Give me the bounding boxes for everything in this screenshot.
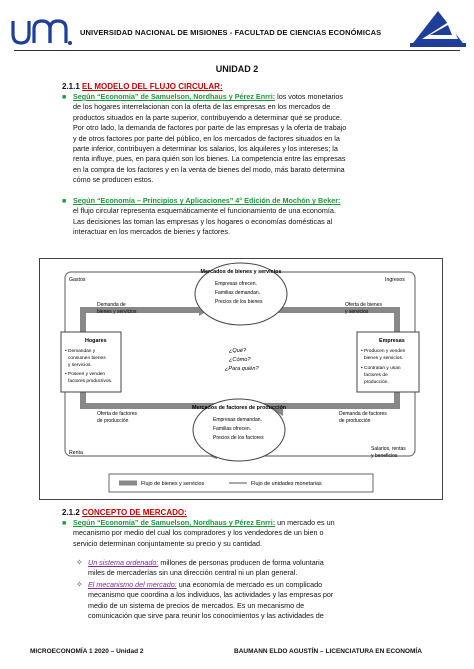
svg-text:Oferta de factores: Oferta de factores: [97, 411, 138, 417]
legend-money-label: Flujo de unidades monetarias: [251, 481, 322, 487]
paragraph-samuelson-mercado: Según “Economía” de Samuelson, Nordhaus y Pérez Enrri: un mercado es un mecanismo por medio del cual los compradores y los vendedores de un bien o servicio determinan conjuntamente su precio y su cantidad.: [73, 518, 335, 548]
institution-name: UNIVERSIDAD NACIONAL DE MISIONES - FACULTAD DE CIENCIAS ECONÓMICAS: [80, 28, 382, 37]
svg-text:Familias ofrecen.: Familias ofrecen.: [213, 426, 252, 432]
svg-text:Empresas demandan.: Empresas demandan.: [213, 417, 262, 423]
section-heading-concepto-mercado: [62, 508, 187, 517]
section-number: 2.1.1: [62, 82, 80, 91]
svg-text:factores productivos.: factores productivos.: [68, 379, 113, 384]
paragraph-samuelson-flujo: Según “Economía” de Samuelson, Nordhaus y Pérez Enrri: los votos monetarios: [73, 92, 344, 101]
households-title: Hogares: [85, 338, 107, 344]
svg-text:y beneficios: y beneficios: [371, 453, 398, 459]
paragraph-sistema-ordenado: Un sistema ordenado: millones de personas producen de forma voluntaria miles de mercaderías sin una dirección central ni un plan general.: [88, 558, 324, 578]
section-heading-flujo-circular: [62, 82, 223, 91]
header-divider: [14, 50, 460, 51]
term: Un sistema ordenado:: [88, 558, 159, 567]
svg-text:¿Cómo?: ¿Cómo?: [229, 357, 251, 363]
unam-logo-icon: [10, 17, 74, 47]
paragraph-lines: de los hogares interrelacionan con la oferta de las empresas en los mercados de productos situados en la parte superior, contribuyendo a determinar qué se produce. Por otro lado, la demanda de factores por parte de las empresas y la oferta de trabajo y de otros factores por parte del público, en los mercados de factores situados en la parte inferior, contribuyen a determinar los salarios, los alquileres y los intereses; la renta influye, pues, en para quién son los bienes. La competencia entre las empresas en la compra de los factores y en la venta de bienes del modo, más barato determina cómo se producen estos.: [73, 102, 347, 185]
svg-text:y servicios: y servicios: [345, 309, 369, 315]
svg-text:Precios de los factores: Precios de los factores: [213, 435, 264, 441]
svg-text:bienes y servicios: bienes y servicios: [97, 309, 137, 315]
star-bullet-icon: ✧: [76, 558, 83, 567]
footer-right: BAUMANN ELDO AGUSTÍN – LICENCIATURA EN ECONOMÍA: [234, 648, 422, 655]
svg-text:Ingresos: Ingresos: [385, 277, 405, 283]
svg-text:• Contratan y usan: • Contratan y usan: [361, 366, 401, 371]
section-title: CONCEPTO DE MERCADO:: [82, 508, 187, 517]
svg-text:consumen bienes: consumen bienes: [68, 356, 106, 361]
svg-text:de producción: de producción: [97, 418, 129, 424]
section-title: EL MODELO DEL FLUJO CIRCULAR:: [82, 82, 223, 91]
svg-text:bienes y servicios.: bienes y servicios.: [364, 356, 404, 361]
svg-text:• Demandan y: • Demandan y: [65, 349, 96, 354]
svg-text:Salarios, rentas: Salarios, rentas: [371, 446, 406, 452]
svg-text:factores de: factores de: [364, 373, 388, 378]
star-bullet-icon: ✧: [76, 580, 83, 589]
factors-market-title: Mercados de factores de producción: [191, 405, 287, 411]
svg-text:y servicios.: y servicios.: [68, 363, 92, 368]
faculty-logo-icon: [408, 9, 468, 49]
page-header: [0, 0, 474, 62]
paragraph-mochon-flujo: Según “Economía – Principios y Aplicaciones” 4° Edición de Mochón y Beker: el flujo circular representa esquemáticamente el funcionamiento de una economía. Las decisiones las toman las empresas y los hogares o economías domésticas al interactuar en los mercados de bienes y factores.: [73, 196, 434, 238]
svg-text:Demanda de factores: Demanda de factores: [339, 411, 387, 417]
goods-market-title: Mercados de bienes y servicios: [200, 269, 282, 275]
bullet-icon: ■: [62, 520, 67, 527]
paragraph-mecanismo-mercado: El mecanismo del mercado: una economía de mercado es un complicado mecanismo que coordina a los individuos, las actividades y las empresas por medio de un sistema de precios de mercados. Es un mecanismo de comunicación que sirve para reunir los conocimientos y las actividades de: [88, 580, 334, 621]
legend-goods-label: Flujo de bienes y servicios: [141, 481, 205, 487]
svg-text:• Poseen y venden: • Poseen y venden: [65, 372, 106, 377]
footer-left: MICROECONOMÍA 1 2020 – Unidad 2: [30, 648, 144, 655]
svg-text:¿Qué?: ¿Qué?: [229, 348, 247, 354]
svg-text:Familias demandan.: Familias demandan.: [215, 290, 261, 296]
svg-text:Gastos: Gastos: [69, 277, 86, 283]
unit-title: UNIDAD 2: [215, 64, 259, 74]
svg-text:Renta: Renta: [69, 450, 83, 456]
svg-text:producción.: producción.: [364, 380, 389, 385]
svg-text:Demanda de: Demanda de: [97, 302, 126, 308]
svg-text:de producción: de producción: [339, 418, 371, 424]
svg-text:Precios de los bienes: Precios de los bienes: [215, 299, 263, 305]
section-number: 2.1.2: [62, 508, 80, 517]
source-citation: Según “Economía” de Samuelson, Nordhaus y Pérez Enrri:: [73, 518, 276, 527]
term: El mecanismo del mercado:: [88, 580, 177, 589]
svg-text:Oferta de bienes: Oferta de bienes: [345, 302, 382, 308]
bullet-icon: ■: [62, 198, 67, 205]
svg-text:¿Para quién?: ¿Para quién?: [225, 366, 259, 372]
svg-text:• Producen y venden: • Producen y venden: [361, 349, 406, 354]
source-citation: Según “Economía” de Samuelson, Nordhaus y Pérez Enrri:: [73, 92, 276, 101]
circular-flow-diagram: [39, 258, 443, 500]
firms-title: Empresas: [379, 338, 405, 344]
source-citation: Según “Economía – Principios y Aplicaciones” 4° Edición de Mochón y Beker:: [73, 196, 341, 205]
bullet-icon: ■: [62, 94, 67, 101]
svg-text:Empresas ofrecen.: Empresas ofrecen.: [215, 281, 257, 287]
